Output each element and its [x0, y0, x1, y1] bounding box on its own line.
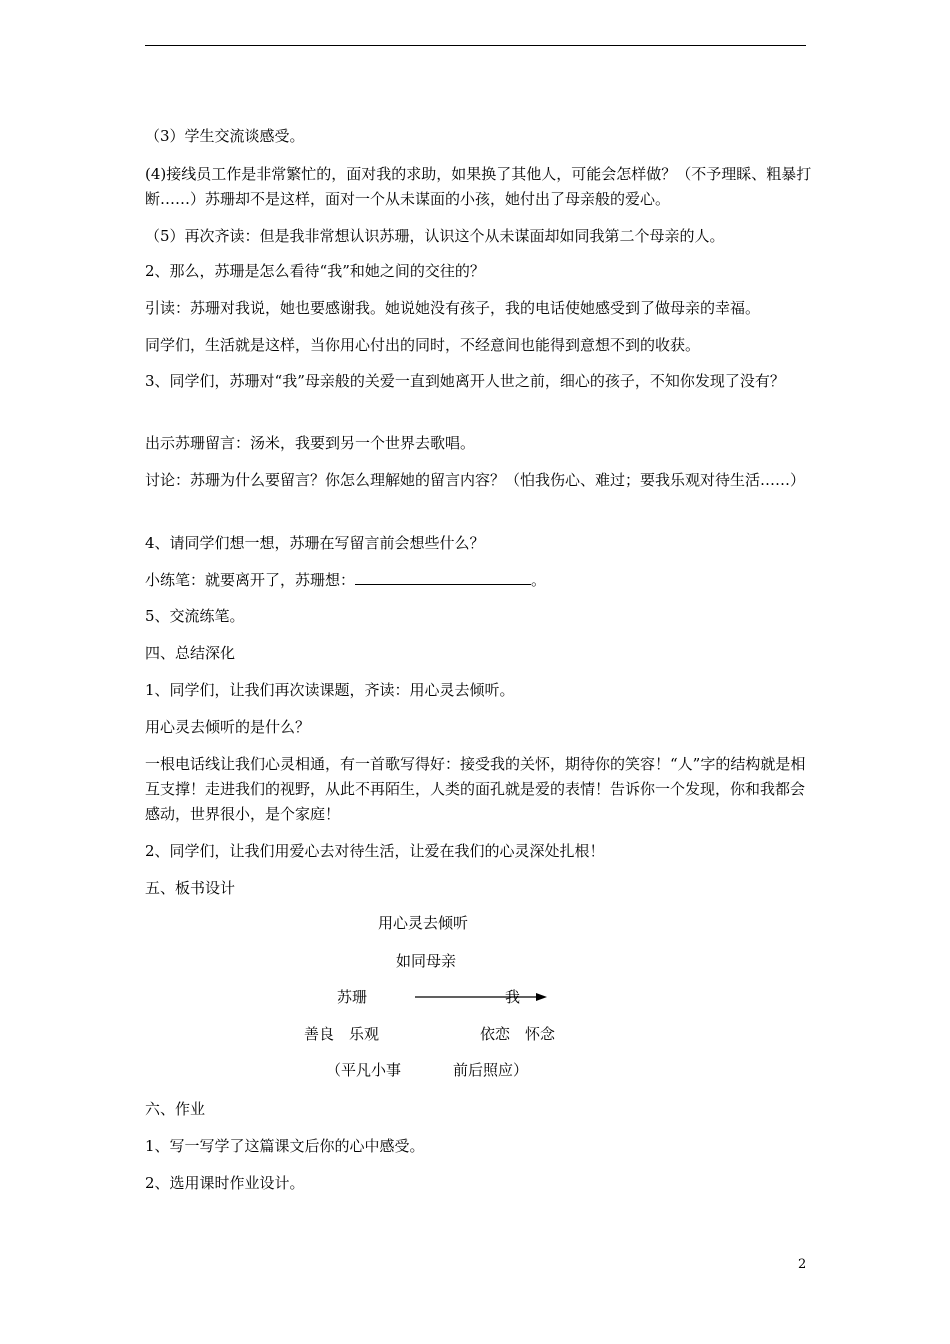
homework-item-1: 1、写一写学了这篇课文后你的心中感受。 — [145, 1137, 425, 1155]
paragraph-discussion: 讨论：苏珊为什么要留言？你怎么理解她的留言内容？（怕我伤心、难过；要我乐观对待生活……） — [145, 471, 806, 489]
page-number: 2 — [798, 1257, 807, 1272]
paragraph-life-reflection: 同学们，生活就是这样，当你用心付出的同时，不经意间也能得到意想不到的收获。 — [145, 336, 701, 354]
homework-item-2: 2、选用课时作业设计。 — [145, 1174, 305, 1192]
paragraph-step-3: （3）学生交流谈感受。 — [145, 127, 305, 145]
board-title: 用心灵去倾听 — [378, 914, 469, 932]
header-rule — [145, 45, 806, 46]
paragraph-reread-title: 1、同学们，让我们再次读课题，齐读：用心灵去倾听。 — [145, 681, 515, 699]
writing-period: 。 — [531, 571, 547, 589]
section-heading-summary: 四、总结深化 — [145, 644, 236, 662]
paragraph-message: 出示苏珊留言：汤米，我要到另一个世界去歌唱。 — [145, 434, 476, 452]
paragraph-question-4: 4、请同学们想一想，苏珊在写留言前会想些什么？ — [145, 534, 485, 552]
paragraph-step-4: (4)接线员工作是非常繁忙的，面对我的求助，如果换了其他人，可能会怎样做？（不予理睬、粗暴打断……）苏珊却不是这样，面对一个从未谋面的小孩，她付出了母亲般的爱心。 — [145, 165, 812, 208]
board-left-traits: 善良 乐观 — [304, 1025, 380, 1043]
section-heading-board-design: 五、板书设计 — [145, 879, 236, 897]
paragraph-question-3: 3、同学们，苏珊对“我”母亲般的关爱一直到她离开人世之前，细心的孩子，不知你发现了没有？ — [145, 372, 785, 390]
writing-prompt: 小练笔：就要离开了，苏珊想： — [145, 571, 356, 589]
section-heading-homework: 六、作业 — [145, 1100, 206, 1118]
paragraph-step-5: （5）再次齐读：但是我非常想认识苏珊，认识这个从未谋面却如同我第二个母亲的人。 — [145, 227, 725, 245]
paragraph-love-life: 2、同学们，让我们用爱心去对待生活，让爱在我们的心灵深处扎根！ — [145, 842, 605, 860]
board-right-traits: 依恋 怀念 — [480, 1025, 556, 1043]
board-right-name: 我 — [505, 988, 521, 1006]
board-left-name: 苏珊 — [337, 988, 368, 1006]
fill-in-blank-line — [355, 570, 531, 585]
board-bottom-left: （平凡小事 — [326, 1061, 402, 1079]
board-bottom-right: 前后照应） — [453, 1061, 529, 1079]
paragraph-guided-reading: 引读：苏珊对我说，她也要感谢我。她说她没有孩子，我的电话使她感受到了做母亲的幸福。 — [145, 299, 761, 317]
board-arrow-icon — [415, 993, 547, 1001]
paragraph-writing-exercise — [145, 568, 813, 593]
paragraph-step-5-exchange: 5、交流练笔。 — [145, 607, 245, 625]
paragraph-song-quote: 一根电话线让我们心灵相通，有一首歌写得好：接受我的关怀，期待你的笑容！“人”字的结构就是相互支撑！走进我们的视野，从此不再陌生，人类的面孔就是爱的表情！告诉你一个发现，你和我都会感动，世界很小，是个家庭！ — [145, 755, 806, 823]
paragraph-question-2: 2、那么，苏珊是怎么看待“我”和她之间的交往的？ — [145, 262, 485, 280]
board-subtitle: 如同母亲 — [396, 952, 457, 970]
paragraph-what-to-listen: 用心灵去倾听的是什么？ — [145, 718, 311, 736]
